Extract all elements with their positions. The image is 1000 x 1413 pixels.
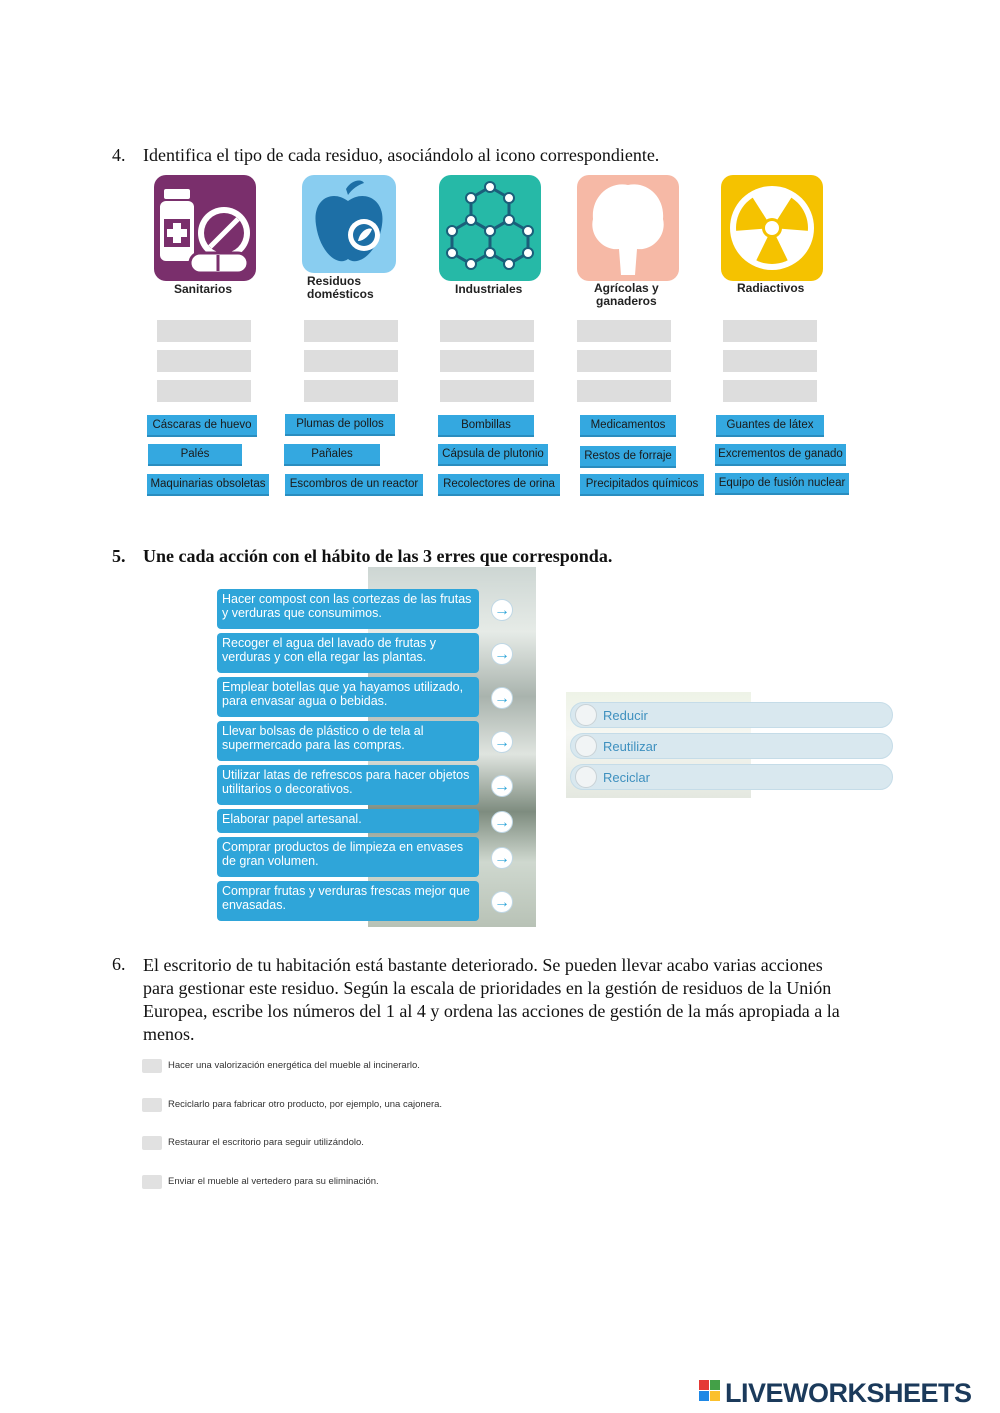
question-5-number: 5.	[112, 546, 126, 566]
drop-zone[interactable]	[577, 320, 671, 342]
drag-chip[interactable]: Guantes de látex	[716, 415, 824, 437]
drag-chip[interactable]: Cáscaras de huevo	[147, 415, 257, 437]
drop-zone[interactable]	[304, 320, 398, 342]
category-label-sanitarios: Sanitarios	[174, 282, 233, 296]
arrow-right-icon[interactable]: →	[491, 891, 513, 913]
drag-chip[interactable]: Bombillas	[438, 415, 534, 437]
arrow-right-icon[interactable]: →	[491, 643, 513, 665]
action-text: Utilizar latas de refrescos para hacer objetos utilitarios o decorativos.	[222, 768, 470, 796]
action-text: Emplear botellas que ya hayamos utilizado, para envasar agua o bebidas.	[222, 680, 464, 708]
action-item[interactable]	[217, 881, 479, 921]
drag-chip[interactable]: Maquinarias obsoletas	[147, 474, 269, 496]
question-6-prompt: El escritorio de tu habitación está bastante deteriorado. Se pueden llevar acabo varias acciones para gestionar este residuo. Según la escala de prioridades en la gestión de residuos de la Unión Europea, escribe los números del 1 al 4 y ordena las acciones de gestión de la más apropiada a la menos.	[143, 955, 840, 1044]
arrow-right-icon[interactable]: →	[491, 687, 513, 709]
category-label-domesticos: Residuos domésticos	[307, 274, 374, 301]
arrow-right-icon[interactable]: →	[491, 811, 513, 833]
option-label: Reutilizar	[603, 739, 658, 754]
option-reducir[interactable]	[570, 702, 893, 728]
drop-zone[interactable]	[304, 350, 398, 372]
number-input-box[interactable]	[142, 1136, 162, 1150]
drag-chip[interactable]: Medicamentos	[580, 415, 676, 437]
option-label: Reducir	[603, 708, 648, 723]
drop-zone[interactable]	[157, 320, 251, 342]
drag-chip[interactable]: Plumas de pollos	[285, 414, 395, 436]
drag-chip[interactable]: Pañales	[284, 444, 380, 466]
category-label-agricolas: Agrícolas y ganaderos	[594, 281, 659, 308]
question-5-prompt: Une cada acción con el hábito de las 3 erres que corresponda.	[143, 546, 613, 566]
drag-chip[interactable]: Cápsula de plutonio	[438, 444, 548, 466]
radio-circle-icon	[575, 704, 597, 726]
apple-icon	[302, 175, 396, 273]
radio-circle-icon	[575, 735, 597, 757]
drop-zone[interactable]	[577, 350, 671, 372]
drop-zone[interactable]	[577, 380, 671, 402]
medicine-bottle-icon	[154, 175, 256, 281]
category-label-radiactivos: Radiactivos	[737, 281, 805, 295]
action-item[interactable]	[217, 589, 479, 629]
brand-name: LIVEWORKSHEETS	[725, 1378, 972, 1408]
drag-chip[interactable]: Restos de forraje	[580, 446, 676, 468]
number-input-box[interactable]	[142, 1175, 162, 1189]
drag-chip[interactable]: Palés	[148, 444, 242, 466]
action-item[interactable]	[217, 809, 479, 833]
ordering-option-label: Enviar el mueble al vertedero para su eliminación.	[168, 1176, 379, 1187]
radio-circle-icon	[575, 766, 597, 788]
ordering-option-label: Hacer una valorización energética del mueble al incinerarlo.	[168, 1060, 420, 1071]
drop-zone[interactable]	[723, 380, 817, 402]
drag-chip[interactable]: Recolectores de orina	[438, 474, 560, 496]
drag-chip[interactable]: Escombros de un reactor	[285, 474, 423, 496]
drop-zone[interactable]	[440, 350, 534, 372]
drop-zone[interactable]	[440, 380, 534, 402]
number-input-box[interactable]	[142, 1098, 162, 1112]
logo-square-icon	[699, 1380, 709, 1390]
option-reutilizar[interactable]	[570, 733, 893, 759]
action-item[interactable]	[217, 633, 479, 673]
arrow-right-icon[interactable]: →	[491, 847, 513, 869]
option-label: Reciclar	[603, 770, 650, 785]
action-item[interactable]	[217, 677, 479, 717]
arrow-right-icon[interactable]: →	[491, 731, 513, 753]
drop-zone[interactable]	[723, 350, 817, 372]
drop-zone[interactable]	[723, 320, 817, 342]
logo-square-icon	[710, 1380, 720, 1390]
drop-zone[interactable]	[304, 380, 398, 402]
action-text: Recoger el agua del lavado de frutas y verduras y con ella regar las plantas.	[222, 636, 437, 664]
option-reciclar[interactable]	[570, 764, 893, 790]
action-text: Llevar bolsas de plástico o de tela al supermercado para las compras.	[222, 724, 424, 752]
drag-chip[interactable]: Precipitados químicos	[580, 474, 704, 496]
category-label-industriales: Industriales	[455, 282, 523, 296]
question-6-number: 6.	[112, 954, 126, 974]
ordering-option-label: Restaurar el escritorio para seguir utilizándolo.	[168, 1137, 364, 1148]
radiation-icon	[721, 175, 823, 281]
drop-zone[interactable]	[440, 320, 534, 342]
molecule-icon	[439, 175, 541, 281]
tree-icon	[577, 175, 679, 281]
action-text: Comprar frutas y verduras frescas mejor que envasadas.	[222, 884, 471, 912]
number-input-box[interactable]	[142, 1059, 162, 1073]
action-item[interactable]	[217, 837, 479, 877]
logo-square-icon	[699, 1391, 709, 1401]
action-text: Comprar productos de limpieza en envases de gran volumen.	[222, 840, 464, 868]
logo-square-icon	[710, 1391, 720, 1401]
action-text: Elaborar papel artesanal.	[222, 812, 362, 826]
question-4-prompt: Identifica el tipo de cada residuo, asociándolo al icono correspondiente.	[143, 145, 660, 165]
question-4-number: 4.	[112, 145, 126, 165]
drop-zone[interactable]	[157, 350, 251, 372]
action-item[interactable]	[217, 721, 479, 761]
drag-chip[interactable]: Excrementos de ganado	[715, 444, 846, 466]
drag-chip[interactable]: Equipo de fusión nuclear	[715, 473, 849, 495]
action-text: Hacer compost con las cortezas de las frutas y verduras que consumimos.	[222, 592, 472, 620]
action-item[interactable]	[217, 765, 479, 805]
ordering-option-label: Reciclarlo para fabricar otro producto, por ejemplo, una cajonera.	[168, 1099, 443, 1110]
arrow-right-icon[interactable]: →	[491, 599, 513, 621]
drop-zone[interactable]	[157, 380, 251, 402]
arrow-right-icon[interactable]: →	[491, 775, 513, 797]
